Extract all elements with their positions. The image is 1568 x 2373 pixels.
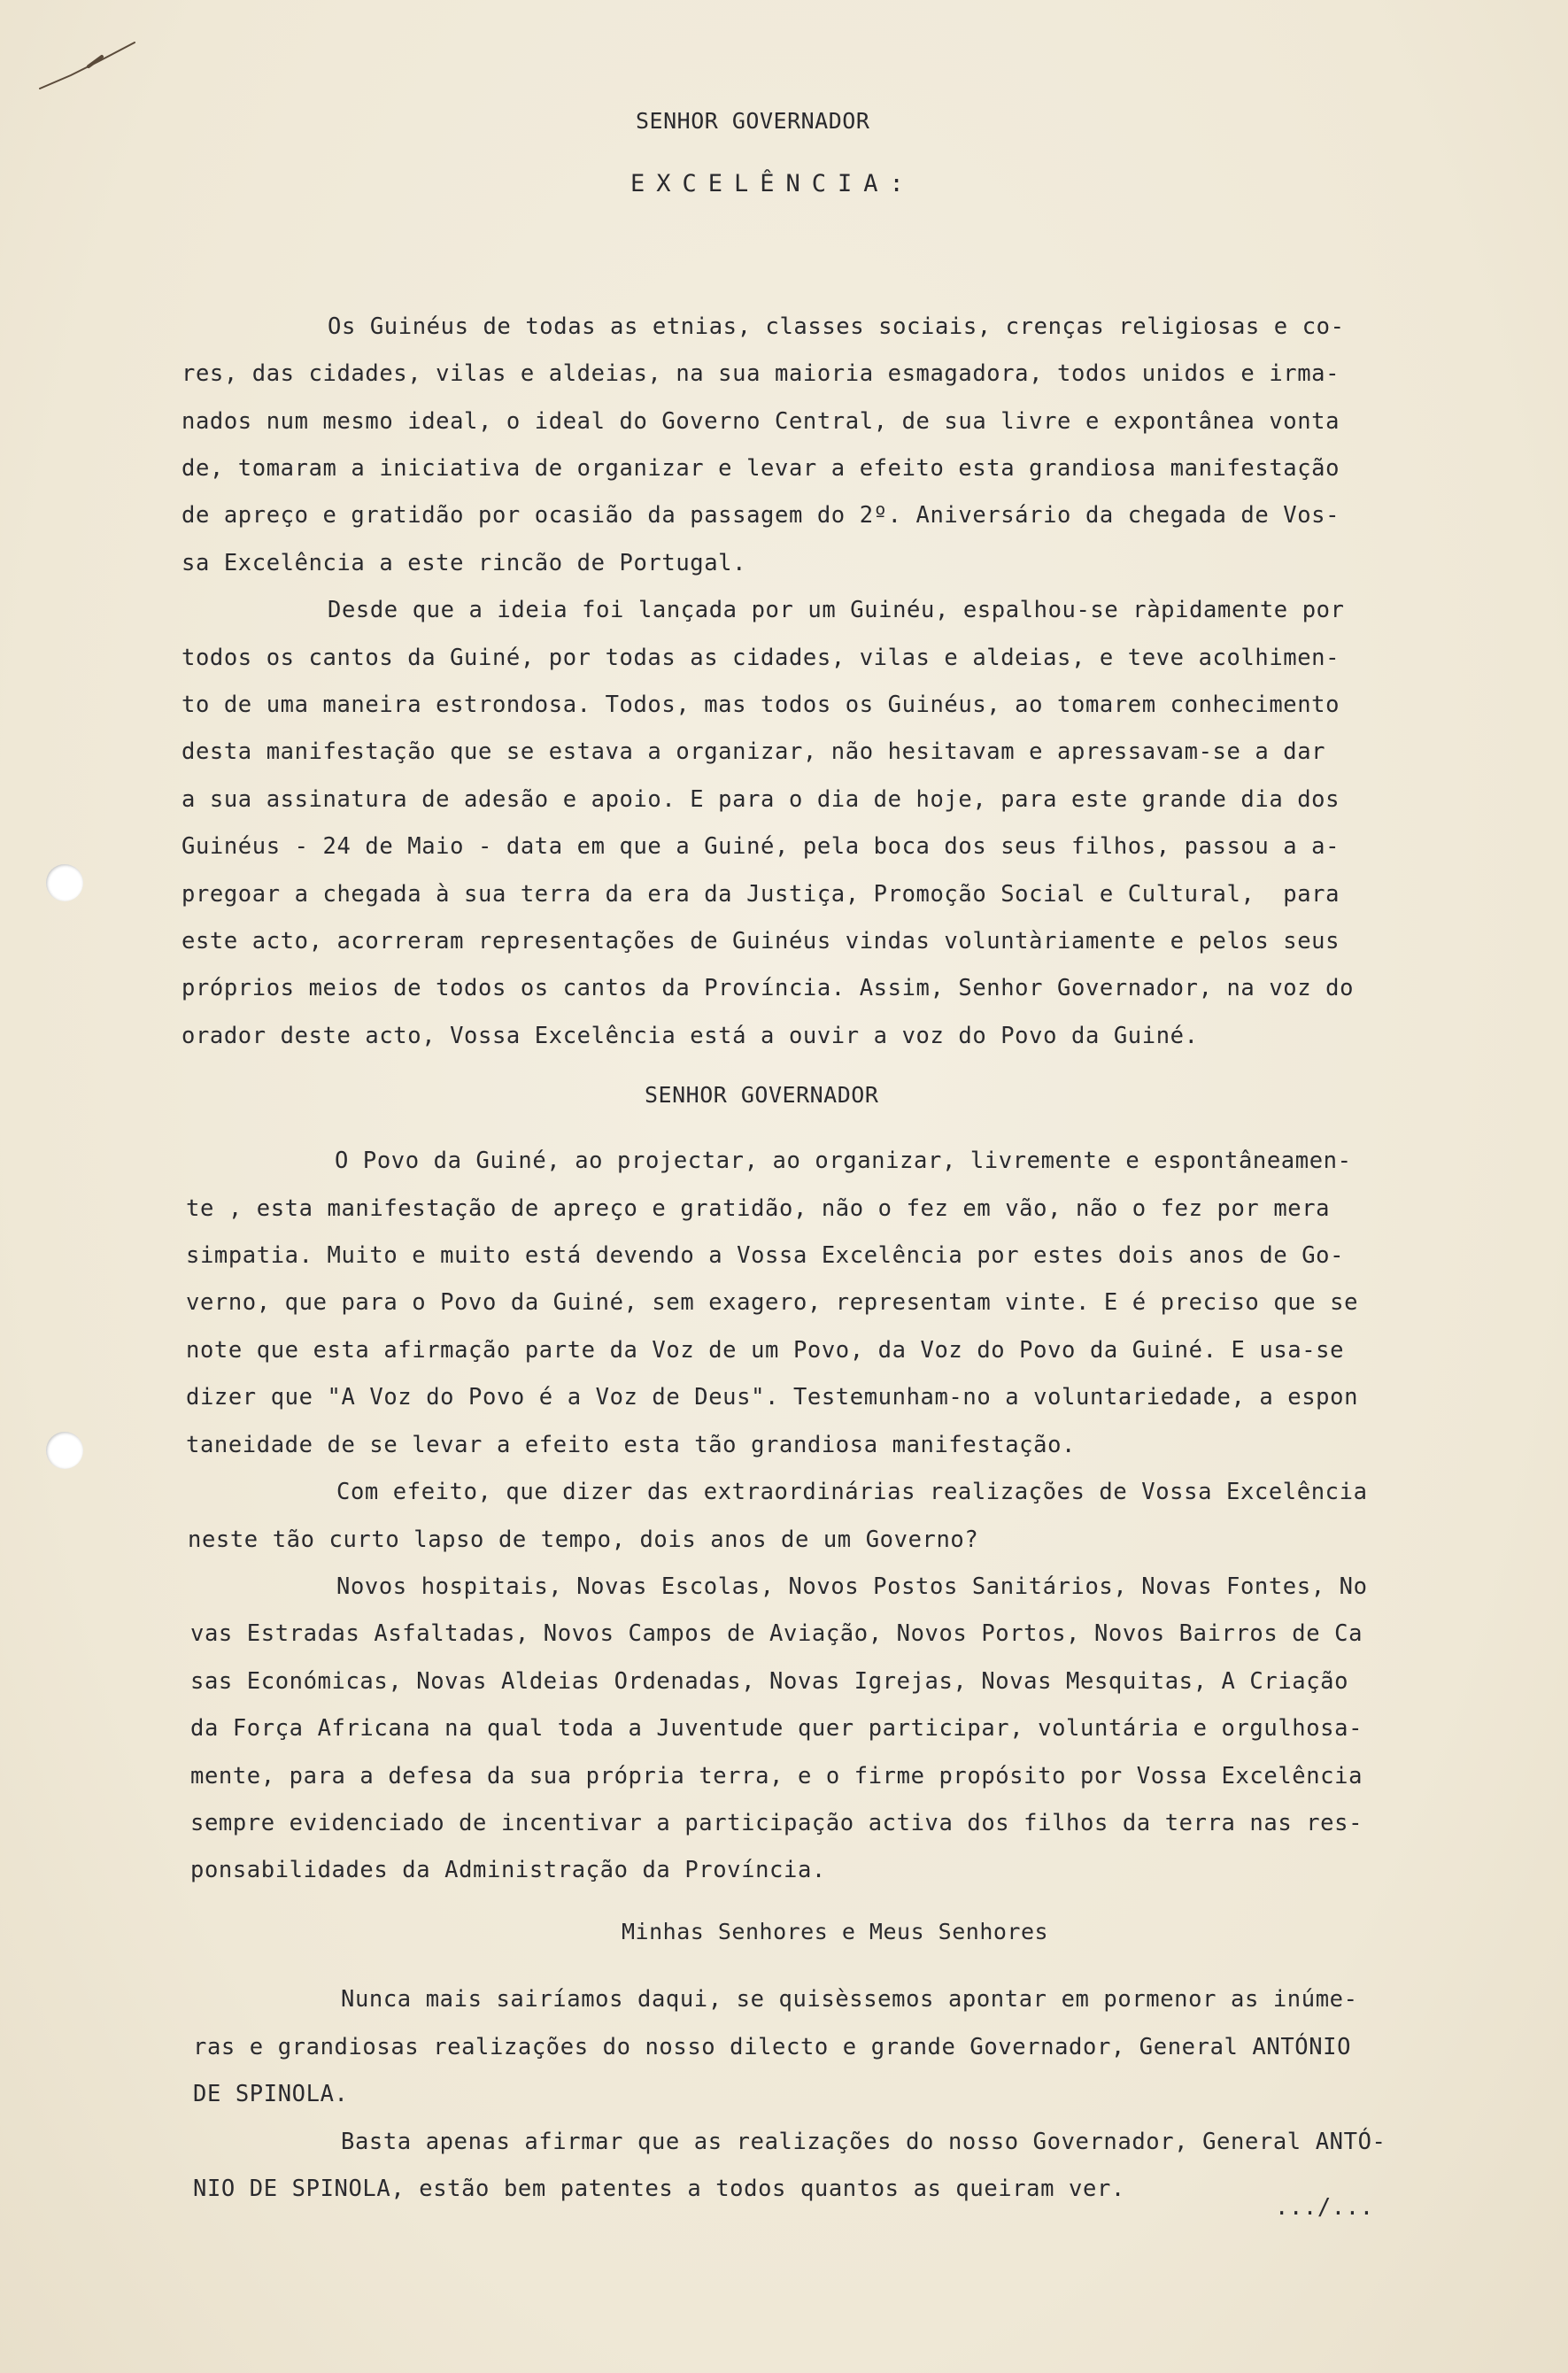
page-title: SENHOR GOVERNADOR [636,108,870,134]
paragraph-5-line-1: Novos hospitais, Novas Escolas, Novos Postos Sanitários, Novas Fontes, No [336,1573,1368,1600]
paragraph-4-line-1: Com efeito, que dizer das extraordinárias realizações de Vossa Excelência [336,1479,1368,1505]
paragraph-1-line-4: de, tomaram a iniciativa de organizar e levar a efeito esta grandiosa manifestação [182,455,1340,482]
paragraph-7-line-2: NIO DE SPINOLA, estão bem patentes a todos quantos as queiram ver. [193,2176,1125,2202]
paragraph-5-line-3: sas Económicas, Novas Aldeias Ordenadas, Novas Igrejas, Novas Mesquitas, A Criação [190,1668,1349,1695]
paragraph-3-line-2: te , esta manifestação de apreço e gratidão, não o fez em vão, não o fez por mera [186,1195,1331,1222]
paragraph-1-line-1: Os Guinéus de todas as etnias, classes sociais, crenças religiosas e co- [328,313,1345,340]
paragraph-3-line-4: verno, que para o Povo da Guiné, sem exagero, representam vinte. E é preciso que se [186,1289,1359,1316]
paragraph-5-line-7: ponsabilidades da Administração da Província. [190,1857,826,1883]
paragraph-2-line-8: este acto, acorreram representações de Guinéus vindas voluntàriamente e pelos seus [182,928,1340,955]
punch-hole-top [46,864,83,901]
paragraph-5-line-2: vas Estradas Asfaltadas, Novos Campos de Aviação, Novos Portos, Novos Bairros de Ca [190,1620,1363,1647]
paragraph-2-line-2: todos os cantos da Guiné, por todas as cidades, vilas e aldeias, e teve acolhimen- [182,645,1340,671]
paragraph-1-line-2: res, das cidades, vilas e aldeias, na sua maioria esmagadora, todos unidos e irma- [182,360,1340,387]
paragraph-2-line-10: orador deste acto, Vossa Excelência está a ouvir a voz do Povo da Guiné. [182,1023,1199,1049]
paragraph-2-line-7: pregoar a chegada à sua terra da era da Justiça, Promoção Social e Cultural, para [182,881,1340,908]
paragraph-2-line-6: Guinéus - 24 de Maio - data em que a Guiné, pela boca dos seus filhos, passou a a- [182,833,1340,860]
paragraph-6-line-1: Nunca mais sairíamos daqui, se quisèssemos apontar em pormenor as inúme- [341,1986,1358,2013]
paragraph-2-line-1: Desde que a ideia foi lançada por um Guinéu, espalhou-se ràpidamente por [328,597,1345,623]
paragraph-5-line-5: mente, para a defesa da sua própria terra, e o firme propósito por Vossa Excelência [190,1763,1363,1789]
section-heading-2: SENHOR GOVERNADOR [645,1082,879,1108]
paragraph-1-line-3: nados num mesmo ideal, o ideal do Governo Central, de sua livre e expontânea vonta [182,408,1340,435]
paragraph-6-line-2: ras e grandiosas realizações do nosso dilecto e grande Governador, General ANTÓNIO [193,2034,1352,2060]
paragraph-4-line-2: neste tão curto lapso de tempo, dois anos de um Governo? [188,1527,979,1553]
paragraph-3-line-3: simpatia. Muito e muito está devendo a Vossa Excelência por estes dois anos de Go- [186,1242,1345,1269]
paragraph-5-line-6: sempre evidenciado de incentivar a participação activa dos filhos da terra nas res- [190,1810,1363,1836]
paragraph-6-line-3: DE SPINOLA. [193,2081,349,2107]
paragraph-3-line-7: taneidade de se levar a efeito esta tão grandiosa manifestação. [186,1432,1076,1458]
paragraph-2-line-5: a sua assinatura de adesão e apoio. E para o dia de hoje, para este grande dia dos [182,786,1340,813]
continuation-mark: .../... [1275,2194,1374,2221]
paragraph-7-line-1: Basta apenas afirmar que as realizações do nosso Governador, General ANTÓ- [341,2129,1386,2155]
paragraph-3-line-5: note que esta afirmação parte da Voz de um Povo, da Voz do Povo da Guiné. E usa-se [186,1337,1345,1364]
page-subtitle: EXCELÊNCIA: [630,170,915,197]
pencil-mark-icon [35,35,142,97]
paragraph-2-line-3: to de uma maneira estrondosa. Todos, mas todos os Guinéus, ao tomarem conhecimento [182,692,1340,718]
paragraph-2-line-4: desta manifestação que se estava a organizar, não hesitavam e apressavam-se a dar [182,738,1326,765]
paragraph-1-line-6: sa Excelência a este rincão de Portugal. [182,550,747,576]
paragraph-3-line-6: dizer que "A Voz do Povo é a Voz de Deus". Testemunham-no a voluntariedade, a espon [186,1384,1359,1411]
paragraph-1-line-5: de apreço e gratidão por ocasião da passagem do 2º. Aniversário da chegada de Vos- [182,502,1340,529]
paragraph-2-line-9: próprios meios de todos os cantos da Província. Assim, Senhor Governador, na voz do [182,975,1355,1001]
punch-hole-bottom [46,1432,83,1469]
paragraph-5-line-4: da Força Africana na qual toda a Juventude quer participar, voluntária e orgulhosa- [190,1715,1363,1742]
paragraph-3-line-1: O Povo da Guiné, ao projectar, ao organizar, livremente e espontâneamen- [335,1148,1352,1174]
section-heading-3: Minhas Senhores e Meus Senhores [622,1919,1049,1944]
